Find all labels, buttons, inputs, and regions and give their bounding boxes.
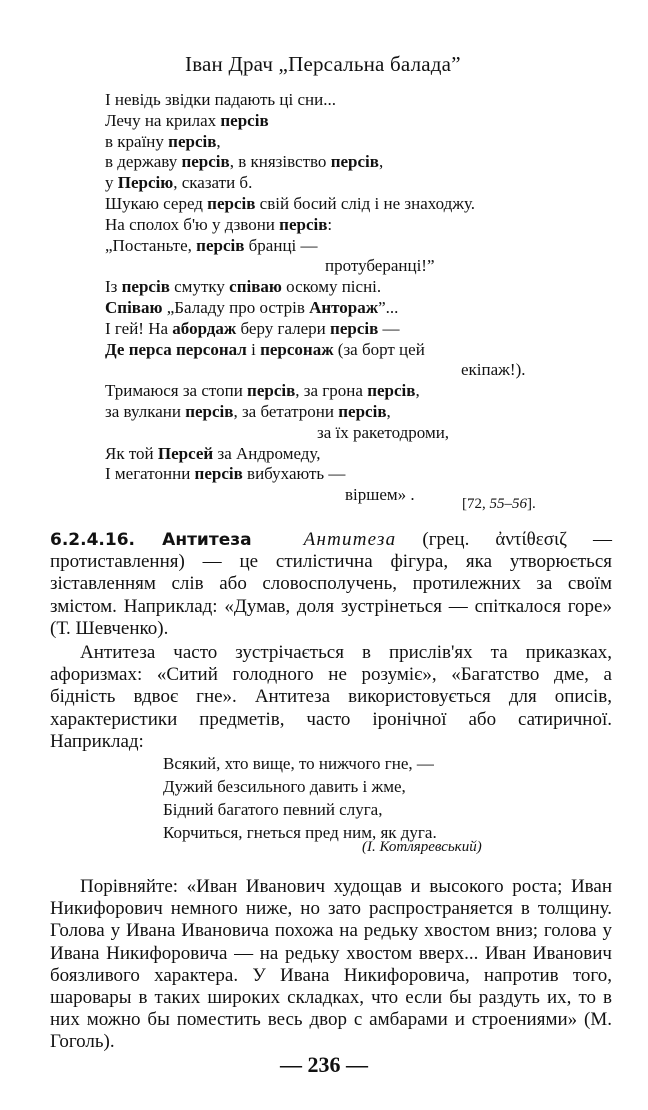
- quote-line: Корчиться, гнеться пред ним, як дуга.: [163, 823, 437, 842]
- section-heading: 6.2.4.16. Антитеза: [50, 530, 252, 550]
- poem-line: Лечу на крилах персів: [105, 110, 269, 130]
- page-number: — 236 —: [280, 1052, 368, 1077]
- paragraph-antithesis-usage: Антитеза часто зустрічається в прислів'ях та приказках, афоризмах: «Ситий голодного не розуміє», «Багатство дме, а бідність вдвоє гне». Антитеза використовується для описів, характеристики предметів, часто іронічної або сатиричної. Наприклад:: [50, 642, 612, 752]
- poem-line: Де перса персонал і персонаж (за борт цей: [105, 339, 425, 359]
- paragraph-compare: Порівняйте: «Иван Иванович худощав и высокого роста; Иван Никифорович немного ниже, но зато распространяется в толщину. Голова у Ивана Ивановича похожа на редьку хвостом вниз; голова у Ивана Никифоровича — на редьку хвостом вверх... Иван Иванович боязливого характера. У Ивана Никифоровича, напротив того, шаровары в таких широких складках, что если бы раздуть их, то в них можно бы поместить весь двор с амбарами и строениями» (М. Гоголь).: [50, 876, 612, 1053]
- quote-block: [163, 752, 437, 844]
- poem-line: „Постаньте, персів бранці —: [105, 235, 318, 255]
- quote-author: (І. Котляревський): [362, 839, 482, 855]
- section-term: Антитеза: [303, 529, 397, 550]
- poem-line: в державу персів, в князівство персів,: [105, 152, 384, 172]
- poem-line: І невідь звідки падають ці сни...: [105, 90, 336, 109]
- poem-line: Співаю „Баладу про острів Антораж”...: [105, 297, 399, 317]
- poem-line: в країну персів,: [105, 131, 221, 151]
- quote-line: Бідний багатого певний слуга,: [163, 800, 383, 819]
- section-antithesis: [50, 529, 612, 640]
- poem-line: за їх ракетодроми,: [317, 422, 450, 442]
- ref-number: [72,: [462, 496, 486, 512]
- poem-line: екіпаж!).: [461, 360, 526, 380]
- poem-line: Із персів смутку співаю оскому пісні.: [105, 277, 382, 297]
- poem-line: за вулкани персів, за бетатрони персів,: [105, 401, 391, 421]
- section-definition: (грец. ἀντίθεσιζ — протиставлення) — це стилістична фігура, яка утворюється зіставленням слів або словосполучень, протилежних за своїм змістом. Наприклад: «Думав, доля зустрінеться — спіткалося горе» (Т. Шевченко).: [50, 529, 612, 639]
- ref-pages: 55–56: [489, 496, 527, 512]
- poem-title: Іван Драч „Персальна балада”: [185, 52, 461, 76]
- poem-line: віршем» .: [345, 485, 415, 505]
- poem-line: у Персію, сказати б.: [105, 173, 253, 193]
- poem-line: І мегатонни персів вибухають —: [105, 464, 346, 484]
- poem-line: Як той Персей за Андромеду,: [105, 443, 321, 463]
- ref-close: ].: [527, 496, 536, 512]
- quote-line: Дужий безсильного давить і жме,: [163, 777, 406, 796]
- poem-line: І гей! На абордаж беру галери персів —: [105, 318, 400, 338]
- poem-block: [105, 90, 565, 506]
- poem-reference: [462, 496, 536, 513]
- poem-line: Тримаюся за стопи персів, за грона персів,: [105, 381, 420, 401]
- quote-line: Всякий, хто вище, то нижчого гне, —: [163, 754, 434, 773]
- poem-line: На сполох б'ю у дзвони персів:: [105, 214, 333, 234]
- poem-line: протуберанці!”: [325, 256, 435, 276]
- poem-line: Шукаю серед персів свій босий слід і не знаходжу.: [105, 193, 476, 213]
